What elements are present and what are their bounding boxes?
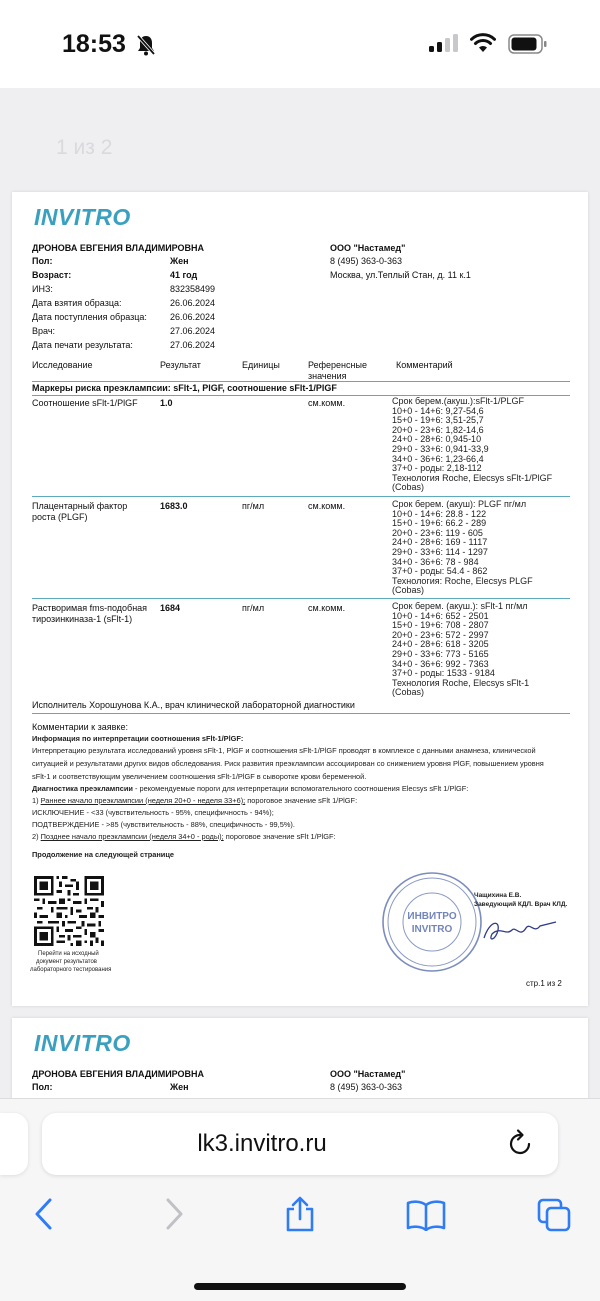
- col-result: Результат: [160, 360, 201, 370]
- clinic-name: ООО "Настамед": [330, 243, 406, 253]
- row-study: Растворимая fms-подобная: [32, 603, 148, 613]
- bookmarks-icon[interactable]: [405, 1199, 447, 1231]
- address-bar[interactable]: [42, 1113, 558, 1175]
- row-study: роста (PLGF): [32, 512, 88, 522]
- print-date-label: Дата печати результата:: [32, 340, 133, 350]
- info-title: Информация по интерпретации соотношения sFlt-1/PlGF:: [32, 734, 244, 743]
- date-taken-label: Дата взятия образца:: [32, 298, 122, 308]
- inz-label: ИНЗ:: [32, 284, 53, 294]
- reload-icon[interactable]: [508, 1127, 534, 1157]
- row-result: 1.0: [160, 398, 173, 408]
- doctor-label: Врач:: [32, 326, 56, 336]
- browser-toolbar: [0, 1098, 600, 1301]
- qr-caption: документ результатов: [36, 959, 97, 965]
- comments-title: Комментарии к заявке:: [32, 722, 128, 732]
- bell-muted-icon: [136, 34, 156, 56]
- performer: Исполнитель Хорошунова К.А., врач клинической лабораторной диагностики: [32, 700, 355, 710]
- col-reference-2: значения: [308, 371, 347, 381]
- inz-value: 832358499: [170, 284, 216, 294]
- previous-tab-peek[interactable]: [0, 1113, 28, 1175]
- row-study: тирозинкиназа-1 (sFlt-1): [32, 614, 133, 624]
- comment-paragraph: Интерпретацию результата исследований уровня sFlt-1, PlGF и соотношения sFlt-1/PlGF проводят в комплексе с данными анамнеза, клинической: [32, 746, 536, 755]
- row-comment: Срок берем. (акуш): PLGF пг/мл 10+0 - 14+6: 28.8 - 122 15+0 - 19+6: 66.2 - 289 20+0 - 23+6: 119 - 605 24+0 - 28+6: 169 - 1117 29+0 - 33+6: 114 - 1297 34+0 - 36+6: 78 - 984 37+0 - роды: 54.4 - 862 Технология: Roche, Elecsys PLGF (Cobas): [392, 499, 533, 596]
- document-page-1: [12, 192, 588, 1006]
- signer-name: Чащихина Е.В.: [474, 892, 522, 899]
- row-study: Соотношение sFlt-1/PlGF: [32, 398, 138, 408]
- row-reference: см.комм.: [308, 603, 346, 613]
- date-received-value: 26.06.2024: [170, 312, 216, 322]
- print-date-value: 27.06.2024: [170, 340, 216, 350]
- clinic-phone: 8 (495) 363-0-363: [330, 1082, 403, 1092]
- url-text[interactable]: lk3.invitro.ru: [197, 1130, 327, 1157]
- clinic-name: ООО "Настамед": [330, 1069, 406, 1079]
- share-icon[interactable]: [283, 1195, 317, 1233]
- sex-label: Пол:: [32, 1082, 53, 1092]
- back-icon[interactable]: [32, 1197, 56, 1231]
- divider: [32, 598, 570, 599]
- qr-code[interactable]: [34, 876, 104, 946]
- sex-label: Пол:: [32, 256, 53, 266]
- document-page-2: [12, 1018, 588, 1098]
- qr-caption: Перейти на исходный: [38, 951, 99, 957]
- clinic-phone: 8 (495) 363-0-363: [330, 256, 403, 266]
- col-units: Единицы: [242, 360, 280, 370]
- home-indicator[interactable]: [194, 1283, 406, 1290]
- row-units: пг/мл: [242, 603, 265, 613]
- divider: [32, 496, 570, 497]
- row-comment: Срок берем.(акуш.):sFlt-1/PLGF 10+0 - 14+6: 9,27-54,6 15+0 - 19+6: 3,51-25,7 20+0 - 23+6: 1,82-14,6 24+0 - 28+6: 0,945-10 29+0 - 33+6: 0,941-33,9 34+0 - 36+6: 1,23-66,4 37+0 - роды: 2,18-112 Технология Roche, Elecsys sFlt-1/PlGF (Cobas): [392, 396, 553, 493]
- patient-name: ДРОНОВА ЕВГЕНИЯ ВЛАДИМИРОВНА: [32, 243, 205, 253]
- row-study: Плацентарный фактор: [32, 501, 128, 511]
- row-comment: Срок берем. (акуш.): sFlt-1 пг/мл 10+0 - 14+6: 652 - 2501 15+0 - 19+6: 708 - 2807 20+0 - 23+6: 572 - 2997 24+0 - 28+6: 618 - 3205 29+0 - 33+6: 773 - 5165 34+0 - 36+6: 992 - 7363 37+0 - роды: 1533 - 9184 Технология Roche, Elecsys sFlt-1 (Cobas): [392, 601, 530, 698]
- signature: [480, 916, 560, 946]
- wifi-icon: [470, 33, 496, 53]
- continued-note: Продолжение на следующей странице: [32, 850, 174, 859]
- exclusion-line: ИСКЛЮЧЕНИЕ - <33 (чувствительность - 95%, специфичность - 94%);: [32, 808, 274, 817]
- cellular-signal-icon: [428, 34, 462, 52]
- age-label: Возраст:: [32, 270, 72, 280]
- section-title: Маркеры риска преэклампсии: sFlt-1, PlGF, соотношение sFlt-1/PlGF: [32, 383, 337, 393]
- row-reference: см.комм.: [308, 501, 346, 511]
- early-onset-line: 1) Раннее начало преэклампсии (неделя 20+0 - неделя 33+6); пороговое значение sFlt 1/PlGF:: [32, 796, 358, 805]
- svg-text:ИНВИТРО: ИНВИТРО: [407, 911, 457, 922]
- row-reference: см.комм.: [308, 398, 346, 408]
- divider: [32, 381, 570, 382]
- invitro-logo: INVITRO: [34, 204, 131, 230]
- col-reference: Референсные: [308, 360, 367, 370]
- tabs-icon[interactable]: [536, 1197, 572, 1233]
- clock: 18:53: [62, 30, 126, 58]
- age-value: 41 год: [170, 270, 198, 280]
- col-comment: Комментарий: [396, 360, 453, 370]
- status-bar: [0, 0, 600, 88]
- patient-name: ДРОНОВА ЕВГЕНИЯ ВЛАДИМИРОВНА: [32, 1069, 205, 1079]
- sex-value: Жен: [170, 256, 189, 266]
- comment-paragraph: ситуацией и результатами других видов обследования. Риск развития преэклампсии ассоциирован со снижением уровня PlGF, повышением уровня: [32, 759, 544, 768]
- sex-value: Жен: [170, 1082, 189, 1092]
- svg-text:INVITRO: INVITRO: [411, 924, 453, 935]
- confirmation-line: ПОДТВЕРЖДЕНИЕ - >85 (чувствительность - 88%, специфичность - 99,5%).: [32, 820, 295, 829]
- col-study: Исследование: [32, 360, 93, 370]
- laboratory-stamp: [380, 870, 484, 974]
- qr-caption: лабораторного тестирования: [30, 967, 112, 973]
- date-received-label: Дата поступления образца:: [32, 312, 147, 322]
- document-viewer[interactable]: [0, 88, 600, 1098]
- clinic-address: Москва, ул.Теплый Стан, д. 11 к.1: [330, 270, 471, 280]
- signer-title: Заведующий КДЛ. Врач КЛД.: [474, 901, 568, 908]
- divider: [32, 713, 570, 714]
- date-taken-value: 26.06.2024: [170, 298, 216, 308]
- late-onset-line: 2) Позднее начало преэклампсии (неделя 34+0 - роды); пороговое значение sFlt 1/PlGF:: [32, 832, 336, 841]
- battery-icon: [508, 34, 548, 54]
- page-number: стр.1 из 2: [526, 979, 562, 988]
- row-units: пг/мл: [242, 501, 265, 511]
- invitro-logo: INVITRO: [34, 1030, 131, 1056]
- doctor-date: 27.06.2024: [170, 326, 216, 336]
- comment-paragraph: sFlt-1 и соответствующим увеличением соотношения sFlt-1/PlGF в сыворотке крови беременной.: [32, 772, 367, 781]
- forward-icon[interactable]: [162, 1197, 186, 1231]
- row-result: 1684: [160, 603, 181, 613]
- row-result: 1683.0: [160, 501, 188, 511]
- page-counter: 1 из 2: [56, 136, 113, 159]
- diagnostics-line: Диагностика преэклампсии - рекомендуемые пороги для интерпретации вспомогательного соотношения Elecsys sFlt 1/PlGF:: [32, 784, 469, 793]
